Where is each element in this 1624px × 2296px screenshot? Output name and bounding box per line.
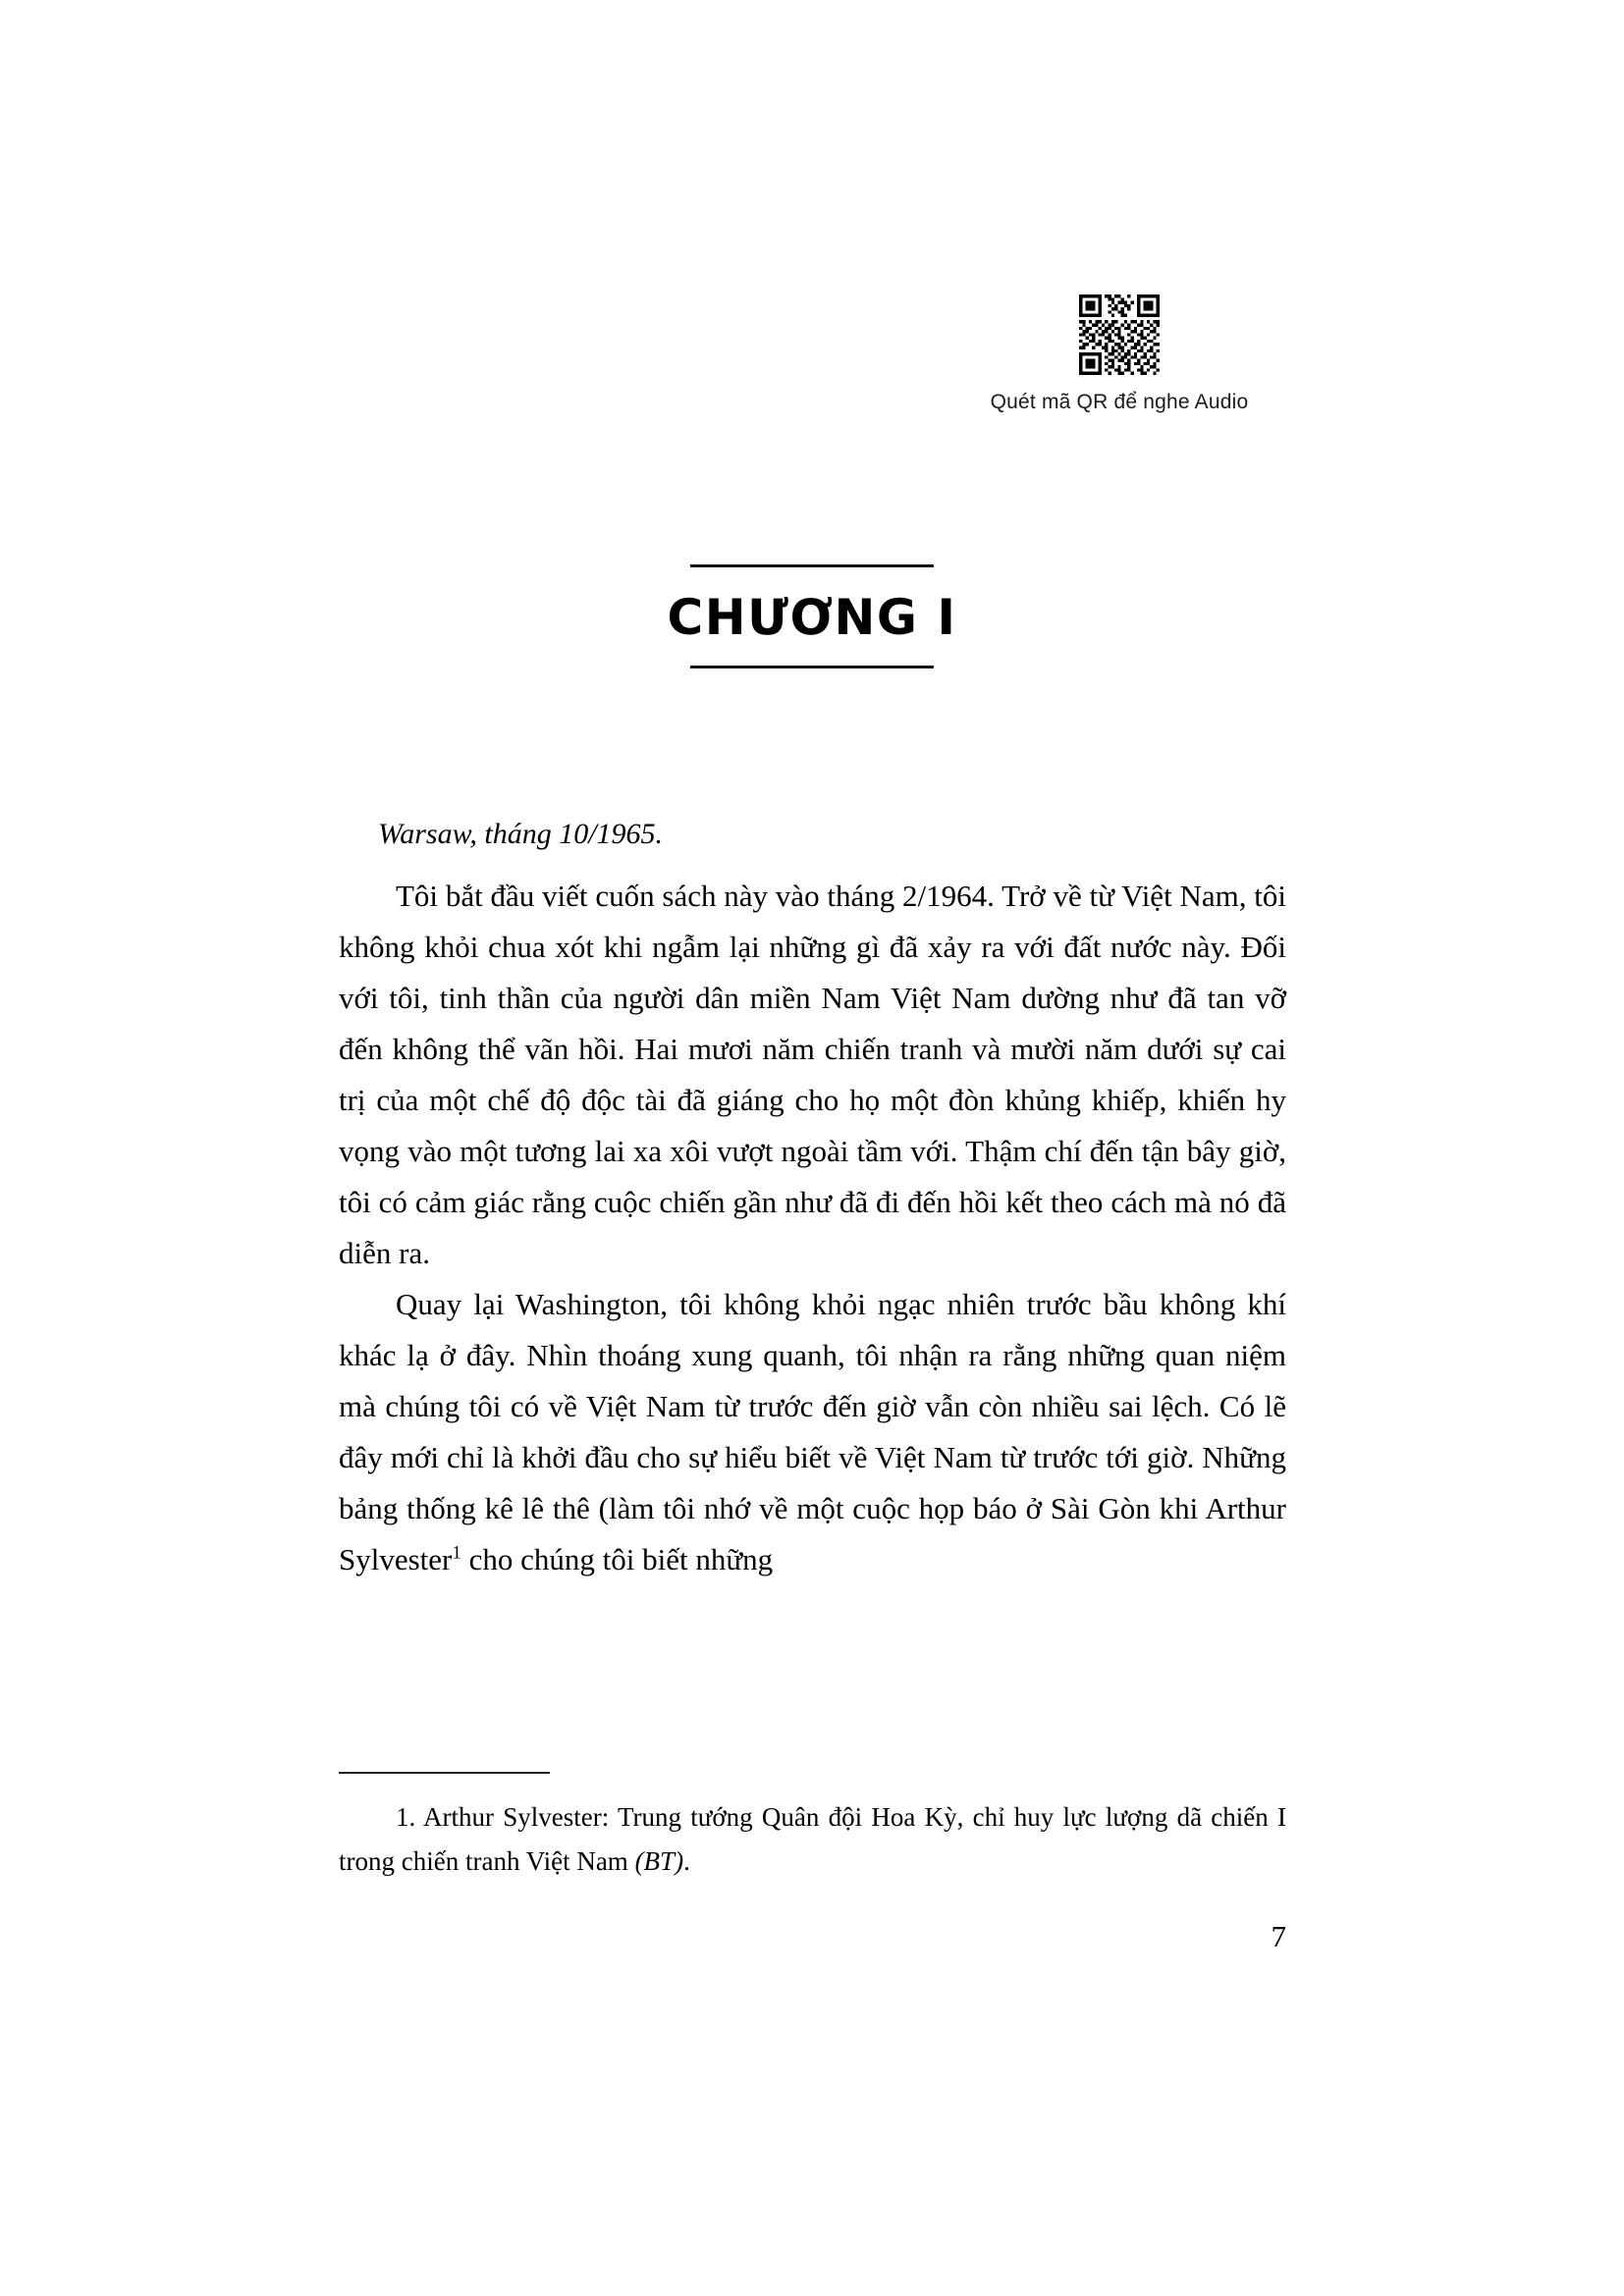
qr-code-icon [1079, 294, 1160, 375]
footnote-body: 1. Arthur Sylvester: Trung tướng Quân đội Hoa Kỳ, chỉ huy lực lượng dã chiến I trong chiến tranh Việt Nam [339, 1802, 1286, 1876]
chapter-title: CHƯƠNG I [667, 589, 957, 646]
page-number: 7 [1271, 1919, 1286, 1953]
footnote-text [339, 1795, 1286, 1884]
chapter-heading [0, 564, 1624, 668]
paragraph-1: Tôi bắt đầu viết cuốn sách này vào tháng 2/1964. Trở về từ Việt Nam, tôi không khỏi chua xót khi ngẫm lại những gì đã xảy ra với đất nước này. Đối với tôi, tinh thần của người dân miền Nam Việt Nam dường như đã tan vỡ đến không thể vãn hồi. Hai mươi năm chiến tranh và mười năm dưới sự cai trị của một chế độ độc tài đã giáng cho họ một đòn khủng khiếp, khiến hy vọng vào một tương lai xa xôi vượt ngoài tầm với. Thậm chí đến tận bây giờ, tôi có cảm giác rằng cuộc chiến gần như đã đi đến hồi kết theo cách mà nó đã diễn ra. [339, 879, 1286, 1270]
qr-caption: Quét mã QR để nghe Audio [990, 391, 1249, 413]
footnote-block [339, 1772, 1286, 1884]
paragraph-2 [339, 1279, 1286, 1585]
paragraph-2-text: Quay lại Washington, tôi không khỏi ngạc nhiên trước bầu không khí khác lạ ở đây. Nhìn thoáng xung quanh, tôi nhận ra rằng những quan niệm mà chúng tôi có về Việt Nam từ trước đến giờ vẫn còn nhiều sai lệch. Có lẽ đây mới chỉ là khởi đầu cho sự hiểu biết về Việt Nam từ trước tới giờ. Những bảng thống kê lê thê (làm tôi nhớ về một cuộc họp báo ở Sài Gòn khi Arthur Sylvester [339, 1287, 1286, 1576]
chapter-rule-bottom [690, 666, 934, 668]
footnote-period: . [683, 1846, 690, 1876]
paragraph-2-tail: cho chúng tôi biết những [460, 1542, 774, 1576]
body-column [339, 820, 1286, 1585]
dateline: Warsaw, tháng 10/1965. [378, 818, 664, 850]
footnote-italic-tail: (BT) [634, 1846, 684, 1876]
qr-block [943, 294, 1296, 414]
footnote-marker[interactable]: 1 [452, 1542, 461, 1564]
footnote-separator [339, 1772, 550, 1774]
